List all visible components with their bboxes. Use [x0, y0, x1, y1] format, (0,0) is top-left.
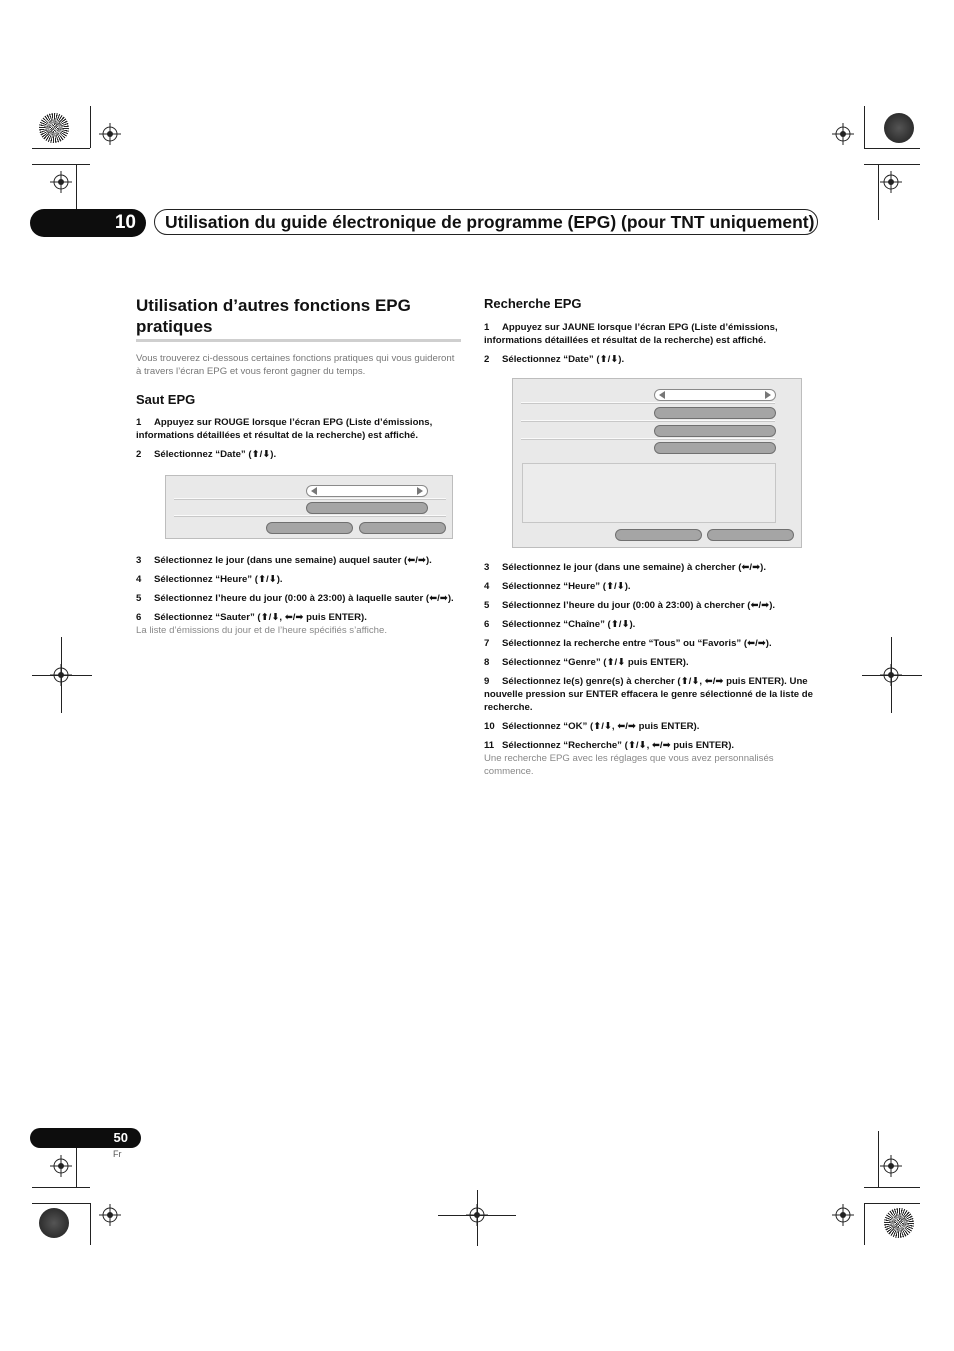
right-arrow-icon — [765, 391, 771, 399]
result-note: Une recherche EPG avec les réglages que vous avez personnalisés commence. — [484, 753, 774, 777]
date-selector[interactable] — [654, 389, 776, 401]
step-item: 8 Sélectionnez “Genre” (⬆/⬇ puis ENTER). — [484, 657, 689, 668]
chapter-number-badge: 10 — [30, 209, 146, 237]
gray-target-icon — [884, 113, 914, 143]
step-item: 5 Sélectionnez l’heure du jour (0:00 à 23:00) à chercher (⬅/➡). — [484, 600, 776, 611]
left-arrow-icon — [659, 391, 665, 399]
step-item: 5 Sélectionnez l’heure du jour (0:00 à 23:00) à laquelle sauter (⬅/➡). — [136, 593, 454, 604]
screen-button-left[interactable] — [615, 529, 702, 541]
registration-mark-icon — [832, 123, 854, 145]
chapter-title: Utilisation du guide électronique de programme (EPG) (pour TNT uniquement) — [154, 209, 818, 235]
registration-mark-icon — [50, 1155, 72, 1177]
registration-mark-icon — [880, 171, 902, 193]
date-selector[interactable] — [306, 485, 428, 497]
star-target-icon — [884, 1208, 914, 1238]
screen-button-left[interactable] — [266, 522, 353, 534]
step-item: 3 Sélectionnez le jour (dans une semaine) à chercher (⬅/➡). — [484, 562, 766, 573]
saut-steps-b — [136, 554, 461, 637]
step-item: 1 Appuyez sur JAUNE lorsque l’écran EPG (Liste d’émissions, informations détaillées et résultat de la recherche) est affiché. — [484, 322, 778, 346]
step-item: 2 Sélectionnez “Date” (⬆/⬇). — [484, 354, 625, 365]
result-note: La liste d’émissions du jour et de l’heure spécifiés s’affiche. — [136, 625, 387, 636]
step-item: 9 Sélectionnez le(s) genre(s) à chercher (⬆/⬇, ⬅/➡ puis ENTER). Une nouvelle pression sur ENTER effacera le genre sélectionné de la liste de recherche. — [484, 676, 813, 713]
step-item: 3 Sélectionnez le jour (dans une semaine) auquel sauter (⬅/➡). — [136, 555, 432, 566]
registration-mark-icon — [50, 171, 72, 193]
step-item: 11 Sélectionnez “Recherche” (⬆/⬇, ⬅/➡ puis ENTER). — [484, 740, 735, 751]
hour-selector[interactable] — [306, 502, 428, 514]
registration-mark-icon — [99, 1204, 121, 1226]
recherche-epg-screen — [512, 378, 802, 548]
recherche-steps-b — [484, 561, 814, 778]
step-item: 6 Sélectionnez “Sauter” (⬆/⬇, ⬅/➡ puis ENTER). — [136, 612, 367, 623]
right-arrow-icon — [417, 487, 423, 495]
step-item: 1 Appuyez sur ROUGE lorsque l’écran EPG (Liste d’émissions, informations détaillées et résultat de la recherche) est affiché. — [136, 417, 433, 441]
step-item: 6 Sélectionnez “Chaîne” (⬆/⬇). — [484, 619, 636, 630]
registration-mark-icon — [99, 123, 121, 145]
star-target-icon — [39, 113, 69, 143]
step-item: 10 Sélectionnez “OK” (⬆/⬇, ⬅/➡ puis ENTER). — [484, 721, 700, 732]
hour-selector[interactable] — [654, 407, 776, 419]
page-number: 50 — [30, 1128, 141, 1148]
saut-steps-a — [136, 416, 461, 461]
registration-mark-icon — [880, 1155, 902, 1177]
step-item: 2 Sélectionnez “Date” (⬆/⬇). — [136, 449, 277, 460]
left-arrow-icon — [311, 487, 317, 495]
channel-selector[interactable] — [654, 425, 776, 437]
section-divider — [136, 339, 461, 342]
recherche-steps-a — [484, 321, 814, 366]
screen-button-right[interactable] — [707, 529, 794, 541]
genre-list-area — [522, 463, 776, 523]
gray-target-icon — [39, 1208, 69, 1238]
subsection-title-recherche: Recherche EPG — [484, 296, 582, 311]
step-item: 4 Sélectionnez “Heure” (⬆/⬇). — [136, 574, 283, 585]
language-code: Fr — [113, 1149, 122, 1159]
intro-paragraph: Vous trouverez ci-dessous certaines fonctions pratiques qui vous guideront à travers l’écran EPG et vous feront gagner du temps. — [136, 353, 455, 377]
subsection-title-saut: Saut EPG — [136, 392, 196, 407]
saut-epg-screen — [165, 475, 453, 539]
step-item: 4 Sélectionnez “Heure” (⬆/⬇). — [484, 581, 631, 592]
search-scope-selector[interactable] — [654, 442, 776, 454]
registration-mark-icon — [832, 1204, 854, 1226]
section-title: Utilisation d’autres fonctions EPG pratiques — [136, 296, 411, 336]
screen-button-right[interactable] — [359, 522, 446, 534]
step-item: 7 Sélectionnez la recherche entre “Tous” ou “Favoris” (⬅/➡). — [484, 638, 772, 649]
